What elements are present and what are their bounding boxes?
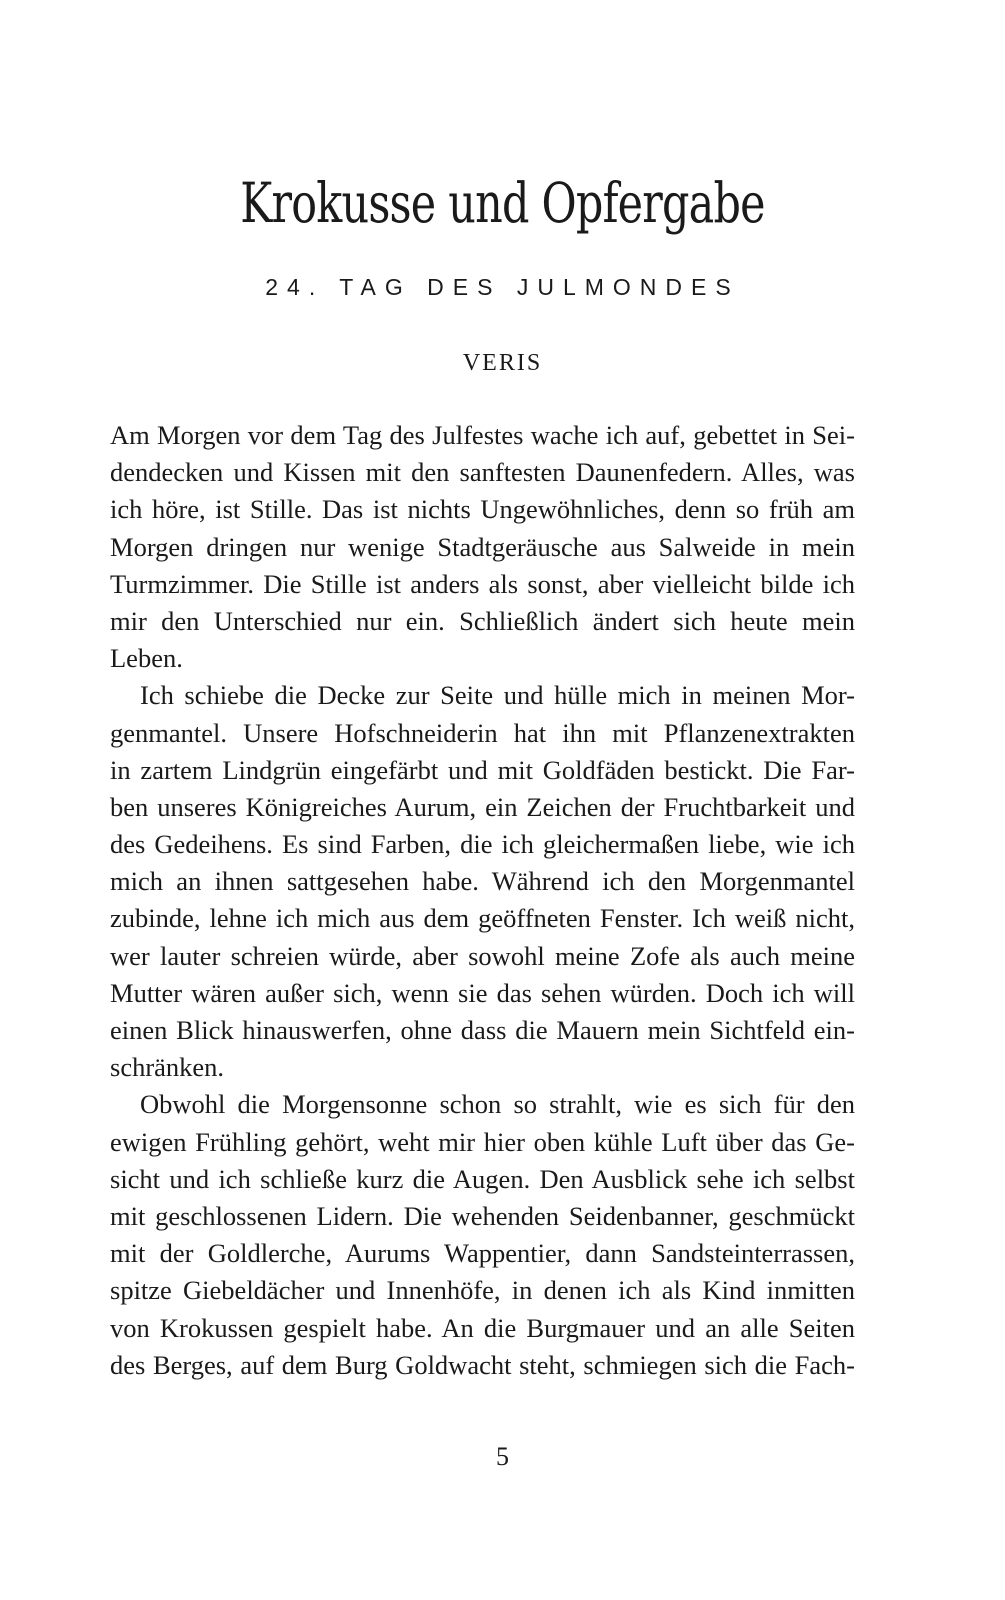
chapter-title: Krokusse und Opfergabe	[240, 171, 765, 235]
text-line: des Berges, auf dem Burg Goldwacht steht, schmiegen sich die Fach-	[110, 1349, 855, 1380]
text-line: genmantel. Unsere Hofschneiderin hat ihn mit Pflanzenextrakten	[110, 717, 855, 748]
text-line: spitze Giebeldächer und Innenhöfe, in denen ich als Kind inmitten	[110, 1275, 855, 1306]
text-line: Mutter wären außer sich, wenn sie das sehen würden. Doch ich will	[110, 977, 855, 1008]
text-line: in zartem Lindgrün eingefärbt und mit Goldfäden bestickt. Die Far-	[110, 754, 855, 785]
paragraph	[110, 417, 855, 677]
text-line: ben unseres Königreiches Aurum, ein Zeichen der Fruchtbarkeit und	[110, 791, 855, 822]
body-text	[110, 417, 855, 1384]
page-number: 5	[496, 1442, 509, 1471]
text-line: mit geschlossenen Lidern. Die wehenden Seidenbanner, geschmückt	[110, 1200, 855, 1231]
text-line: schränken.	[110, 1052, 225, 1083]
text-line: einen Blick hinauswerfen, ohne dass die Mauern mein Sichtfeld ein-	[110, 1015, 855, 1045]
text-line: Turmzimmer. Die Stille ist anders als sonst, aber vielleicht bilde ich	[110, 568, 855, 599]
pov-character: VERIS	[462, 350, 543, 376]
text-line: mir den Unterschied nur ein. Schließlich ändert sich heute mein	[110, 605, 855, 636]
text-line: ich höre, ist Stille. Das ist nichts Ungewöhnliches, denn so früh am	[110, 494, 855, 525]
text-line: Leben.	[110, 643, 183, 674]
text-line: dendecken und Kissen mit den sanftesten Daunenfedern. Alles, was	[110, 457, 855, 488]
paragraph	[110, 1086, 855, 1384]
text-line: Morgen dringen nur wenige Stadtgeräusche aus Salweide in mein	[110, 531, 855, 562]
text-line: des Gedeihens. Es sind Farben, die ich gleichermaßen liebe, wie ich	[110, 829, 855, 860]
text-line: Obwohl die Morgensonne schon so strahlt, wie es sich für den	[140, 1089, 855, 1120]
text-line: zubinde, lehne ich mich aus dem geöffneten Fenster. Ich weiß nicht,	[110, 903, 855, 934]
text-line: von Krokussen gespielt habe. An die Burgmauer und an alle Seiten	[110, 1312, 855, 1343]
chapter-date: 24. TAG DES JULMONDES	[265, 274, 740, 300]
text-line: Ich schiebe die Decke zur Seite und hülle mich in meinen Mor-	[140, 680, 855, 711]
text-line: ewigen Frühling gehört, weht mir hier oben kühle Luft über das Ge-	[110, 1126, 855, 1157]
text-line: sicht und ich schließe kurz die Augen. Den Ausblick sehe ich selbst	[110, 1163, 855, 1194]
text-line: Am Morgen vor dem Tag des Julfestes wache ich auf, gebettet in Sei-	[110, 420, 855, 450]
text-line: mit der Goldlerche, Aurums Wappentier, dann Sandsteinterrassen,	[110, 1238, 855, 1269]
text-line: wer lauter schreien würde, aber sowohl meine Zofe als auch meine	[110, 940, 855, 971]
paragraph	[110, 677, 855, 1086]
text-line: mich an ihnen sattgesehen habe. Während ich den Morgenmantel	[110, 866, 855, 897]
